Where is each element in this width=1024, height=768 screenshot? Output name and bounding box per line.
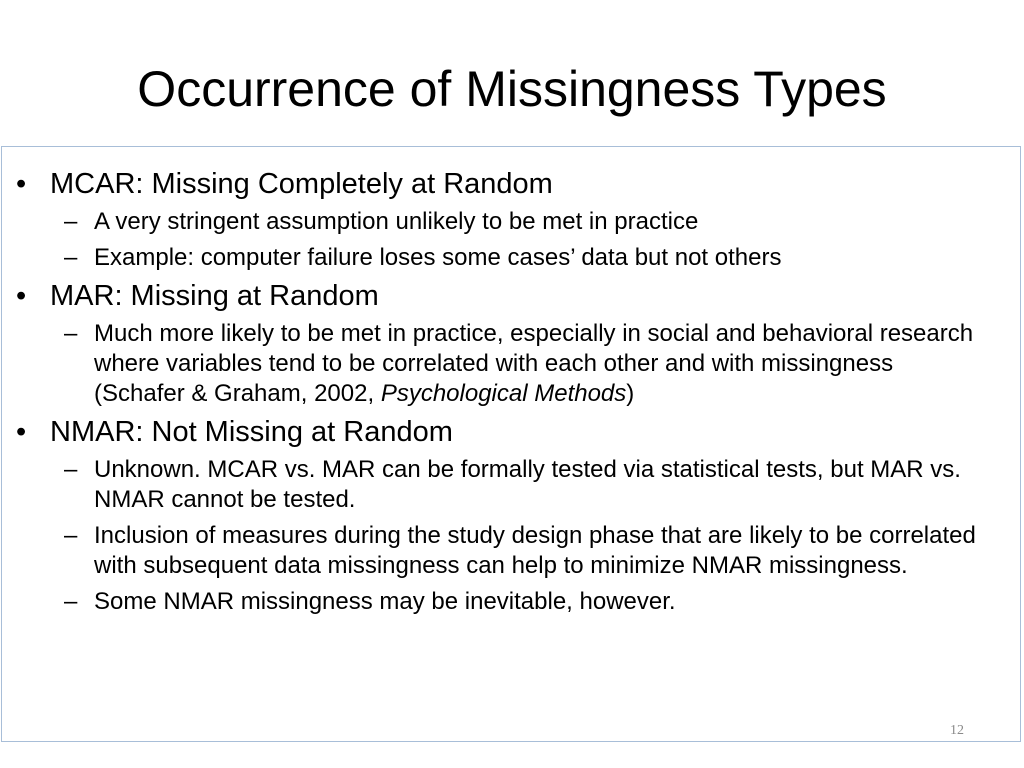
dash-glyph: – [64,244,78,271]
sub-bullet-text: Unknown. MCAR vs. MAR can be formally tested via statistical tests, but MAR vs. NMAR cannot be tested. [94,456,961,513]
dash-glyph: – [64,588,78,615]
sub-bullet-text: Example: computer failure loses some cases’ data but not others [94,244,782,271]
bullet-dot: • [16,416,27,448]
bullet-mar [2,279,1012,313]
dash-glyph: – [64,320,78,347]
sub-bullet [2,521,1012,581]
sub-bullet-text: Inclusion of measures during the study design phase that are likely to be correlated with subsequent data missingness can help to minimize NMAR missingness. [94,522,976,579]
sub-bullet [2,319,974,409]
slide-number: 12 [950,723,964,738]
bullet-text: MAR: Missing at Random [50,280,379,312]
journal-name: Psychological Methods [380,380,627,407]
closing-paren: ) [626,380,635,407]
bullet-list [2,167,1012,623]
dash-glyph: – [64,208,78,235]
sub-bullet-text: Much more likely to be met in practice, especially in social and behavioral research where variables tend to be correlated with each other and with missingness (Schafer & Graham, 2002, [94,320,974,407]
sub-bullet [2,207,1012,237]
sub-bullet-text: A very stringent assumption unlikely to be met in practice [94,208,699,235]
bullet-text: MCAR: Missing Completely at Random [50,168,553,200]
sub-bullet [2,455,964,515]
dash-glyph: – [64,456,78,483]
sub-bullet [2,243,1012,273]
bullet-dot: • [16,168,27,200]
sub-bullet-text: Some NMAR missingness may be inevitable, however. [94,588,676,615]
slide-title: Occurrence of Missingness Types [137,61,887,117]
bullet-text: NMAR: Not Missing at Random [50,416,453,448]
sub-bullet [2,587,1012,617]
bullet-nmar [2,415,1012,449]
dash-glyph: – [64,522,78,549]
content-placeholder [1,146,1021,742]
bullet-dot: • [16,280,27,312]
bullet-mcar [2,167,1012,201]
